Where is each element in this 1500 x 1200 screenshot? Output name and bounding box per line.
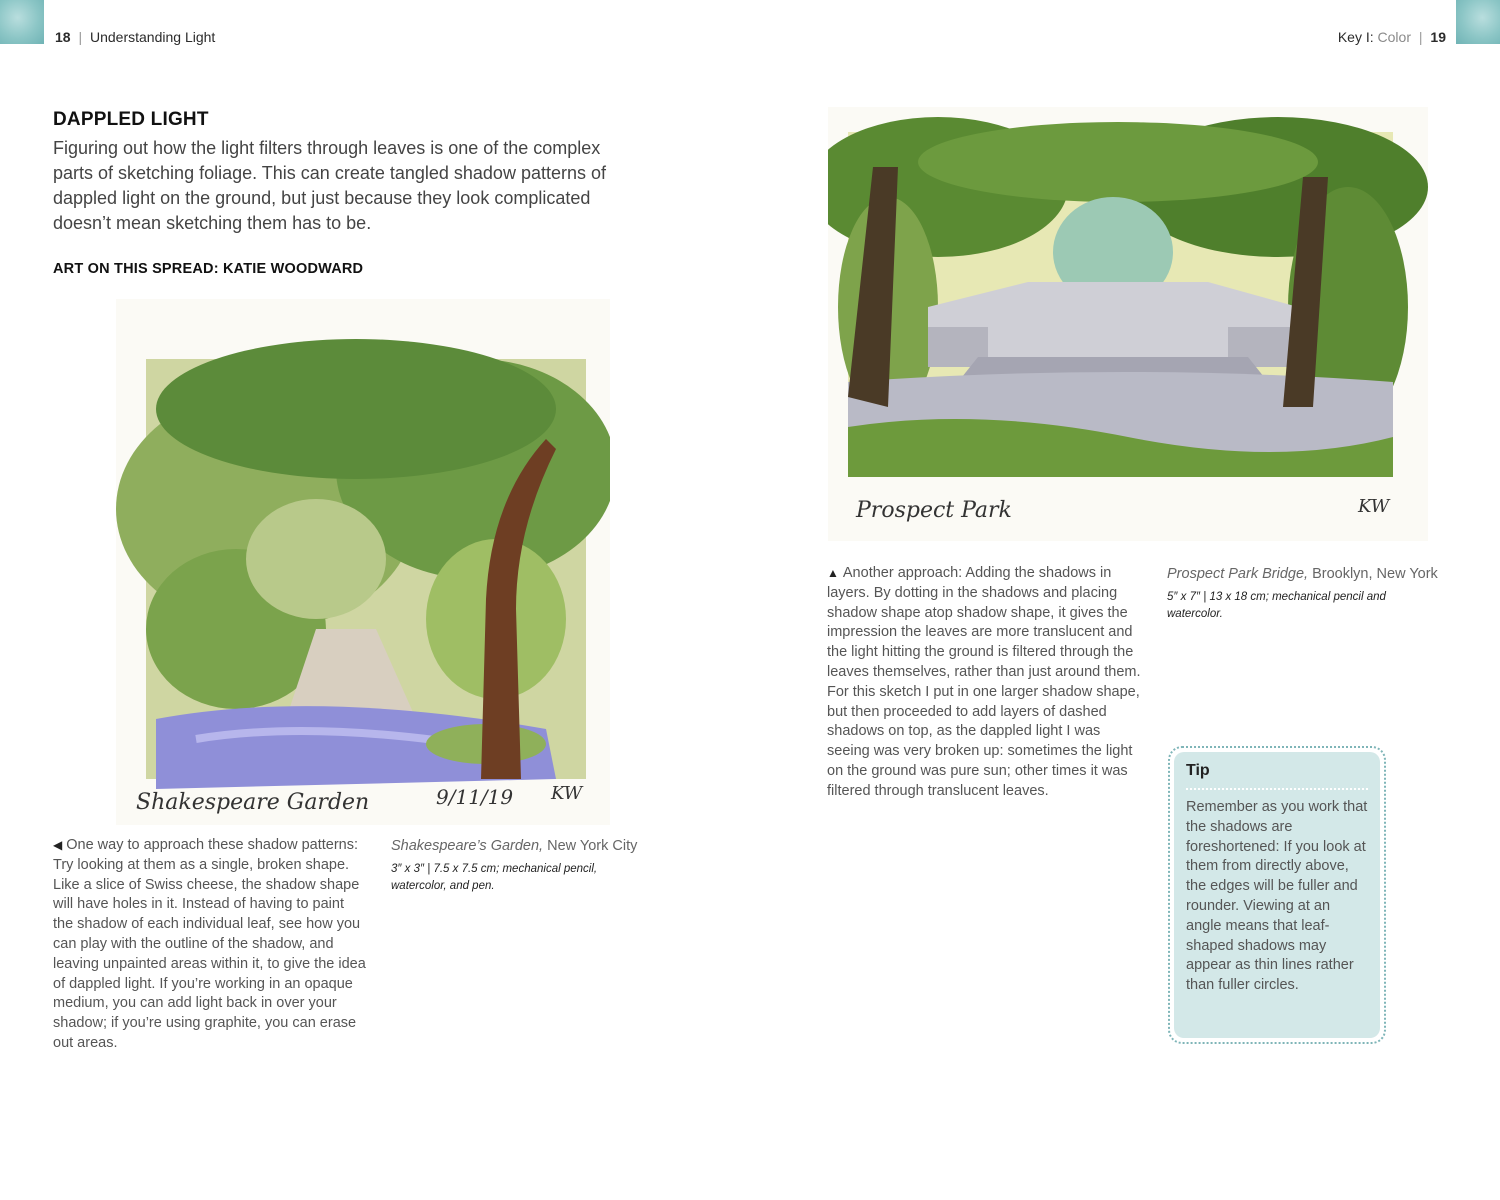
right-header-separator: | [1418, 29, 1423, 45]
right-page-number: 19 [1430, 29, 1446, 45]
painting-date: 9/11/19 [436, 785, 514, 809]
painting-label-shakespeare: Shakespeare Garden [136, 790, 370, 815]
right-page-color-tab [1456, 0, 1500, 44]
section-title: DAPPLED LIGHT [53, 109, 209, 130]
left-caption-medium: 3″ x 3″ | 7.5 x 7.5 cm; mechanical pencil, watercolor, and pen. [391, 863, 598, 892]
right-caption-title: Prospect Park Bridge, [1167, 566, 1309, 582]
left-arrow-icon: ◀ [53, 838, 63, 852]
shakespeare-garden-painting [116, 299, 610, 825]
art-credit: ART ON THIS SPREAD: KATIE WOODWARD [53, 261, 364, 277]
up-arrow-icon: ▲ [827, 566, 839, 580]
tip-title: Tip [1186, 762, 1368, 790]
right-caption [1167, 564, 1442, 623]
painting-signature-right: KW [1358, 496, 1390, 517]
right-running-header [1338, 29, 1446, 45]
left-section-name: Understanding Light [90, 29, 216, 45]
left-page-number: 18 [55, 29, 71, 45]
tip-text: Remember as you work that the shadows are foreshortened: If you look at them from directly above, the edges will be fuller and rounder. Viewing at an angle means that leaf-shaped shadows may appear as thin lines rather than fuller circles. [1186, 799, 1368, 994]
left-page-color-tab [0, 0, 44, 44]
right-caption-medium: 5″ x 7″ | 13 x 18 cm; mechanical pencil and watercolor. [1167, 591, 1386, 620]
left-caption-title: Shakespeare’s Garden, [391, 838, 544, 854]
painting-label-prospect: Prospect Park [856, 498, 1012, 523]
left-caption-location: New York City [547, 838, 638, 854]
left-header-separator: | [78, 29, 83, 45]
painting-signature-left: KW [551, 783, 583, 804]
tip-box-inner [1174, 752, 1380, 1038]
right-caption-location: Brooklyn, New York [1312, 566, 1438, 582]
intro-paragraph: Figuring out how the light filters through leaves is one of the complex parts of sketching foliage. This can create tangled shadow patterns of dappled light on the ground, but just because they look complicated doesn’t mean sketching them has to be. [53, 138, 606, 233]
right-body-text [827, 564, 1145, 802]
left-body-paragraph: One way to approach these shadow patterns: Try looking at them as a single, broken shape. Like a slice of Swiss cheese, the shadow shape will have holes in it. Instead of having to paint the shadow of each individual leaf, see how you can play with the outline of the shadow, and leaving unpainted areas within it, to give the idea of dappled light. If you’re working in an opaque medium, you can add light back in over your shadow; if you’re using graphite, you can erase out areas. [53, 837, 366, 1051]
prospect-park-painting [828, 107, 1428, 541]
tip-box [1168, 746, 1386, 1044]
right-key-label: Key I: [1337, 29, 1374, 45]
left-body-text [53, 836, 368, 1054]
prospect-park-illustration [828, 107, 1428, 541]
right-topic-label: Color [1377, 29, 1411, 45]
shakespeare-garden-illustration [116, 299, 610, 825]
left-caption [391, 836, 641, 895]
right-body-paragraph: Another approach: Adding the shadows in layers. By dotting in the shadows and placing shadow shape atop shadow shape, it gives the impression the leaves are more translucent and the light hitting the ground is filtered through the leaves themselves, rather than just around them. For this sketch I put in one larger shadow shape, but then proceeded to add layers of dashed shadows on top, as the dappled light I was seeing was very broken up: sometimes the light on the ground was pure sun; other times it was filtered through translucent leaves. [827, 565, 1141, 799]
left-running-header [55, 29, 215, 45]
